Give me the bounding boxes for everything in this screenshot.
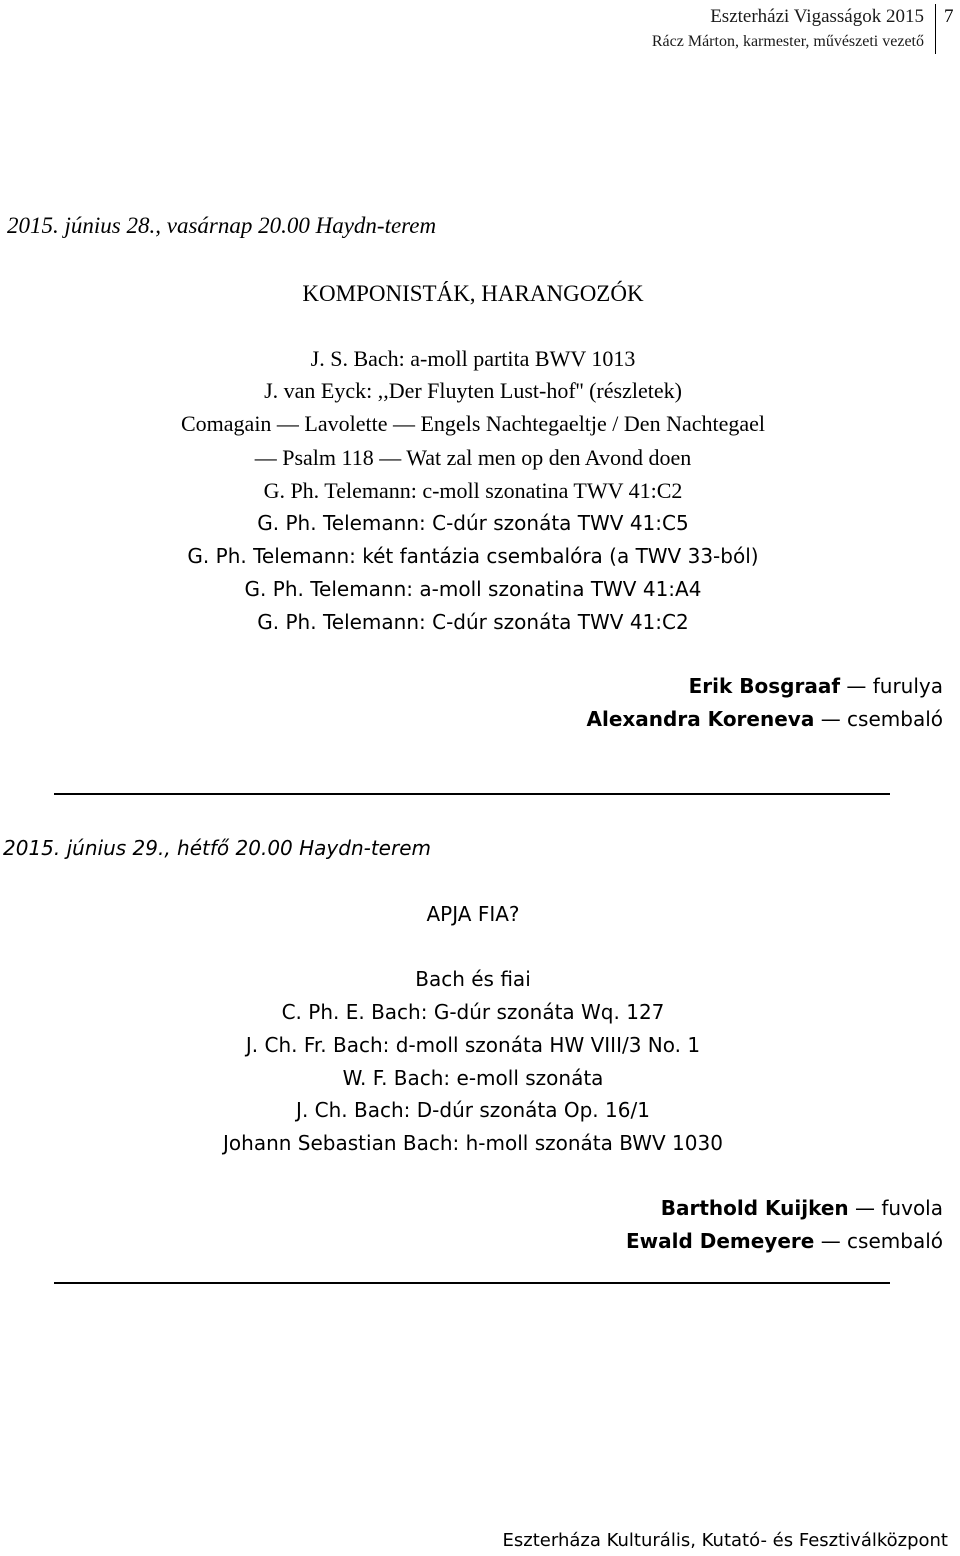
concert-1-date: 2015. június 28., vasárnap 20.00 Haydn-terem — [7, 213, 437, 238]
program-item: G. Ph. Telemann: C-dúr szonáta TWV 41:C2 — [257, 610, 689, 634]
performer-name: Alexandra Koreneva — [586, 707, 815, 731]
performer — [626, 1229, 943, 1253]
concert-2-title: APJA FIA? — [426, 902, 520, 926]
concert-2-date: 2015. június 29., hétfő 20.00 Haydn-terem — [3, 836, 431, 860]
performer — [689, 674, 943, 698]
program-item: G. Ph. Telemann: c-moll szonatina TWV 41:C2 — [263, 478, 683, 503]
performer — [587, 707, 944, 731]
header-title: Eszterházi Vigasságok 2015 — [710, 6, 924, 27]
concert-2-subtitle: Bach és fiai — [415, 967, 531, 991]
program-item: J. S. Bach: a-moll partita BWV 1013 — [310, 346, 636, 371]
program-item: Comagain — Lavolette — Engels Nachtegaeltje / Den Nachtegael — [181, 411, 765, 436]
header-divider — [935, 4, 936, 54]
performer-name: Barthold Kuijken — [660, 1196, 849, 1220]
program-item: G. Ph. Telemann: két fantázia csembalóra (a TWV 33-ból) — [187, 544, 759, 568]
program-item: — Psalm 118 — Wat zal men op den Avond doen — [254, 445, 692, 470]
section-divider — [54, 1282, 890, 1284]
concert-1-title: KOMPONISTÁK, HARANGOZÓK — [302, 281, 644, 306]
performer-name: Ewald Demeyere — [625, 1229, 815, 1253]
footer-text: Eszterháza Kulturális, Kutató- és Fesztiválközpont — [502, 1530, 948, 1551]
program-item: G. Ph. Telemann: C-dúr szonáta TWV 41:C5 — [257, 511, 689, 535]
program-item: J. van Eyck: ,,Der Fluyten Lust-hof'' (részletek) — [264, 378, 682, 403]
performer-role: — csembaló — [820, 1229, 943, 1253]
header-subtitle: Rácz Márton, karmester, művészeti vezető — [651, 33, 924, 50]
program-item: W. F. Bach: e-moll szonáta — [342, 1066, 604, 1090]
performer — [661, 1196, 943, 1220]
program-item: C. Ph. E. Bach: G-dúr szonáta Wq. 127 — [281, 1000, 665, 1024]
performer-role: — fuvola — [855, 1196, 943, 1220]
program-item: G. Ph. Telemann: a-moll szonatina TWV 41:A4 — [244, 577, 702, 601]
program-item: J. Ch. Fr. Bach: d-moll szonáta HW VIII/3 No. 1 — [245, 1033, 701, 1057]
section-divider — [54, 793, 890, 795]
performer-role: — csembaló — [820, 707, 943, 731]
program-item: J. Ch. Bach: D-dúr szonáta Op. 16/1 — [296, 1098, 650, 1122]
program-item: Johann Sebastian Bach: h-moll szonáta BWV 1030 — [223, 1131, 723, 1155]
performer-role: — furulya — [846, 674, 943, 698]
page-number: 7 — [944, 6, 954, 27]
performer-name: Erik Bosgraaf — [688, 674, 841, 698]
